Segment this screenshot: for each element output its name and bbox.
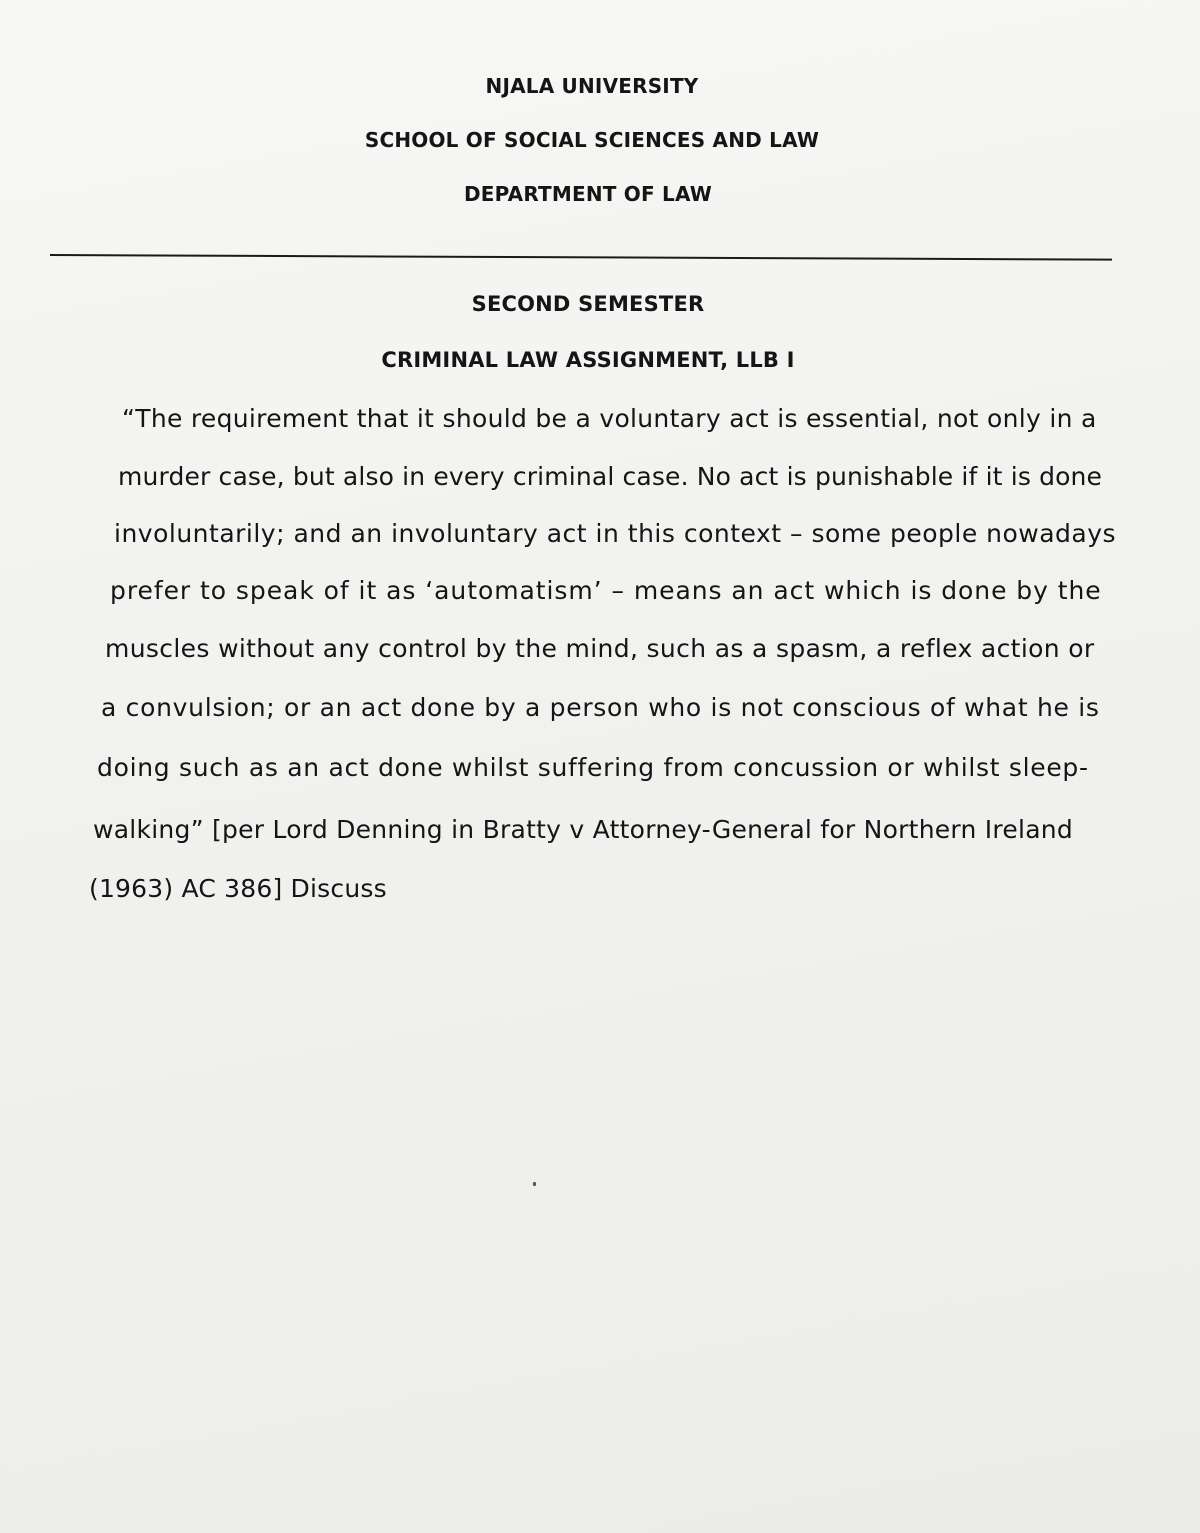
question-line: “The requirement that it should be a voluntary act is essential, not only in a (122, 404, 1097, 433)
question-line: murder case, but also in every criminal case. No act is punishable if it is done (118, 462, 1103, 491)
question-line: prefer to speak of it as ‘automatism’ – means an act which is done by the (110, 576, 1102, 605)
school-name: SCHOOL OF SOCIAL SCIENCES AND LAW (364, 128, 820, 152)
assignment-title: CRIMINAL LAW ASSIGNMENT, LLB I (381, 348, 795, 372)
question-line: doing such as an act done whilst suffering from concussion or whilst sleep- (97, 753, 1089, 782)
question-line: involuntarily; and an involuntary act in this context – some people nowadays (114, 519, 1117, 548)
university-name: NJALA UNIVERSITY (485, 74, 699, 98)
question-line: muscles without any control by the mind, such as a spasm, a reflex action or (105, 634, 1095, 663)
question-line: walking” [per Lord Denning in Bratty v Attorney-General for Northern Ireland (93, 815, 1074, 844)
question-line: (1963) AC 386] Discuss (89, 874, 387, 903)
paper-speck (533, 1182, 536, 1186)
semester-label: SECOND SEMESTER (471, 292, 705, 316)
question-line: a convulsion; or an act done by a person who is not conscious of what he is (101, 693, 1100, 722)
header-divider (50, 254, 1112, 261)
department-name: DEPARTMENT OF LAW (463, 182, 713, 206)
